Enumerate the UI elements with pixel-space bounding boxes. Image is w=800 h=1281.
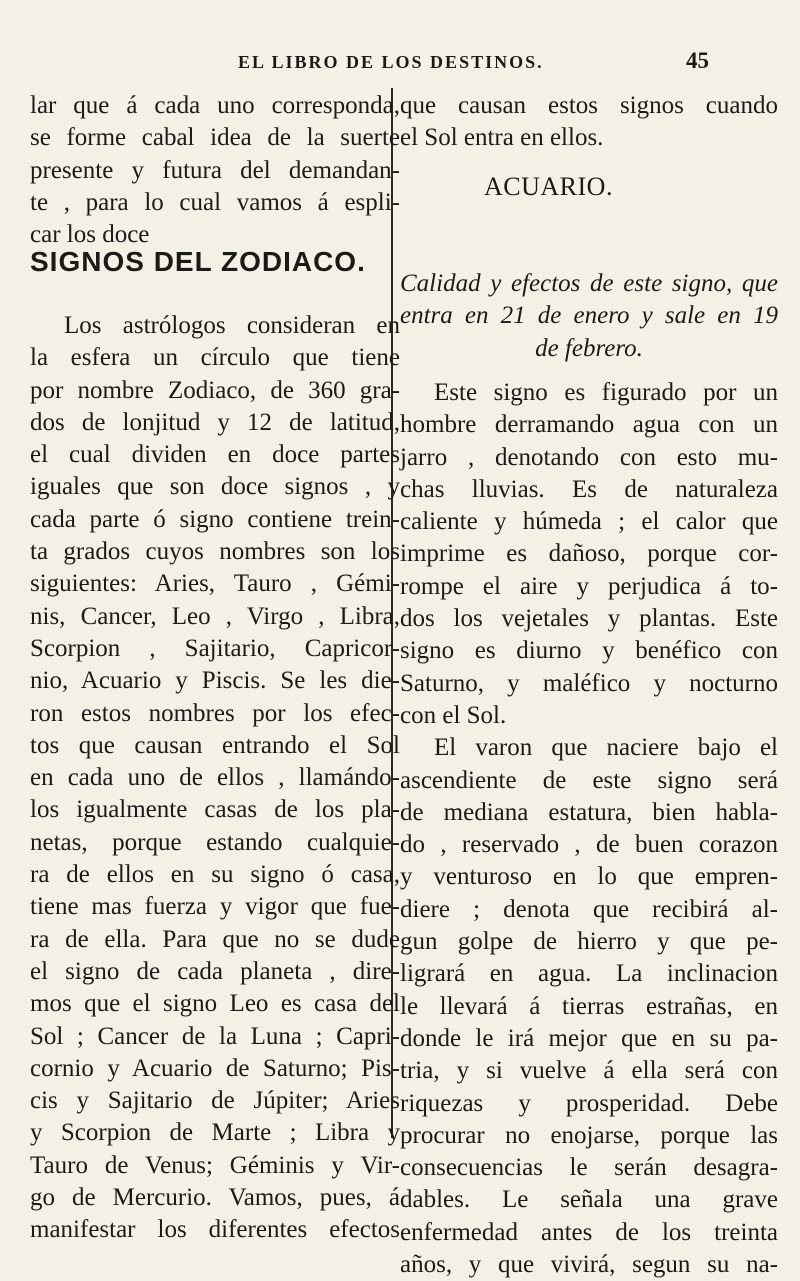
text-line: siguientes: Aries, Tauro , Gémi- [30,570,400,598]
text-line: consecuencias le serán desagra- [400,1154,778,1182]
text-line: presente y futura del demandan- [30,156,400,184]
text-line: Scorpion , Sajitario, Capricor- [30,634,400,662]
text-line: do , reservado , de buen corazon [400,831,778,859]
text-line: signo es diurno y benéfico con [400,637,778,665]
text-line: tria, y si vuelve á ella será con [400,1057,778,1085]
text-line: Este signo es figurado por un [434,379,778,406]
text-line: netas, porque estando cualquie- [30,828,400,856]
text-line: y Scorpion de Marte ; Libra y [30,1119,400,1147]
text-line: cada parte ó signo contiene trein- [30,505,400,533]
text-line: car los doce [30,221,150,249]
section-title-acuario: ACUARIO. [484,172,613,201]
text-line: la esfera un círculo que tiene [30,344,400,372]
text-line: tos que causan entrando el Sol [30,731,400,759]
page-number: 45 [686,48,709,73]
text-line: y venturoso en lo que empren- [400,863,778,891]
text-line: el cual dividen en doce partes [30,441,400,469]
text-line: El varon que naciere bajo el [434,734,778,762]
text-line: ra de ella. Para que no se dude [30,925,400,953]
text-line: rompe el aire y perjudica á to- [400,572,778,600]
page-header [0,48,800,82]
text-line: gun golpe de hierro y que pe- [400,928,778,956]
text-line: caliente y húmeda ; el calor que [400,508,778,536]
text-line: dables. Le señala una grave [400,1186,778,1214]
text-line: jarro , denotando con esto mu- [400,443,778,471]
text-line: ron estos nombres por los efec- [30,699,400,727]
text-line: ascendiente de este signo será [400,766,778,794]
text-line: ta grados cuyos nombres son los [30,538,400,566]
text-line: por nombre Zodiaco, de 360 gra- [30,376,400,404]
right-column-body [400,377,778,1281]
text-line: años, y que vivirá, segun su na- [400,1251,778,1279]
text-line: Sol ; Cancer de la Luna ; Capri- [30,1022,400,1050]
section-title-signos: SIGNOS DEL ZODIACO. [30,246,366,277]
text-line: te , para lo cual vamos á espli- [30,188,400,216]
text-line: los igualmente casas de los pla- [30,796,400,824]
text-line: donde le irá mejor que en su pa- [400,1024,778,1052]
text-line: el Sol entra en ellos. [400,124,604,152]
text-line: dos de lonjitud y 12 de latitud, [30,408,400,436]
text-line: lar que á cada uno corresponda, [30,92,400,119]
text-line: procurar no enojarse, porque las [400,1121,778,1149]
text-line: ra de ellos en su signo ó casa, [30,861,400,889]
text-line: go de Mercurio. Vamos, pues, á [30,1184,400,1212]
text-line: iguales que son doce signos , y [30,473,400,501]
subtitle-line: entra en 21 de enero y sale en 19 [400,302,778,330]
left-column-intro [30,90,400,251]
right-column-intro [400,90,778,155]
text-line: enfermedad antes de los treinta [400,1218,778,1246]
text-line: chas lluvias. Es de naturaleza [400,475,778,503]
text-line: tiene mas fuerza y vigor que fue- [30,893,400,921]
text-line: Saturno, y maléfico y nocturno [400,669,778,697]
text-line: Tauro de Venus; Géminis y Vir- [30,1151,400,1179]
text-line: diere ; denota que recibirá al- [400,895,778,923]
text-line: en cada uno de ellos , llamándo- [30,764,400,792]
text-line: nis, Cancer, Leo , Virgo , Libra, [30,602,400,630]
text-line: mos que el signo Leo es casa del [30,990,400,1018]
text-line: imprime es dañoso, porque cor- [400,540,778,568]
subtitle-line: Calidad y efectos de este signo, que [400,270,778,297]
text-line: se forme cabal idea de la suerte [30,124,400,152]
text-line: riquezas y prosperidad. Debe [400,1089,778,1117]
text-line: ligrará en agua. La inclinacion [400,960,778,988]
text-line: cornio y Acuario de Saturno; Pis- [30,1054,400,1082]
text-line: que causan estos signos cuando [400,92,778,119]
text-line: cis y Sajitario de Júpiter; Aries [30,1087,400,1115]
running-title: EL LIBRO DE LOS DESTINOS. [238,52,544,72]
subtitle-line: de febrero. [535,334,643,362]
text-line: manifestar los diferentes efectos [30,1216,400,1244]
text-line: Los astrólogos consideran en [64,312,400,339]
text-line: le llevará á tierras estrañas, en [400,992,778,1020]
text-line: de mediana estatura, bien habla- [400,798,778,826]
section-subtitle [400,268,778,364]
text-line: con el Sol. [400,701,507,729]
text-line: hombre derramando agua con un [400,411,778,439]
text-line: dos los vejetales y plantas. Este [400,605,778,633]
text-line: el signo de cada planeta , dire- [30,957,400,985]
text-line: nio, Acuario y Piscis. Se les die- [30,667,400,695]
left-column-body [30,310,400,1247]
